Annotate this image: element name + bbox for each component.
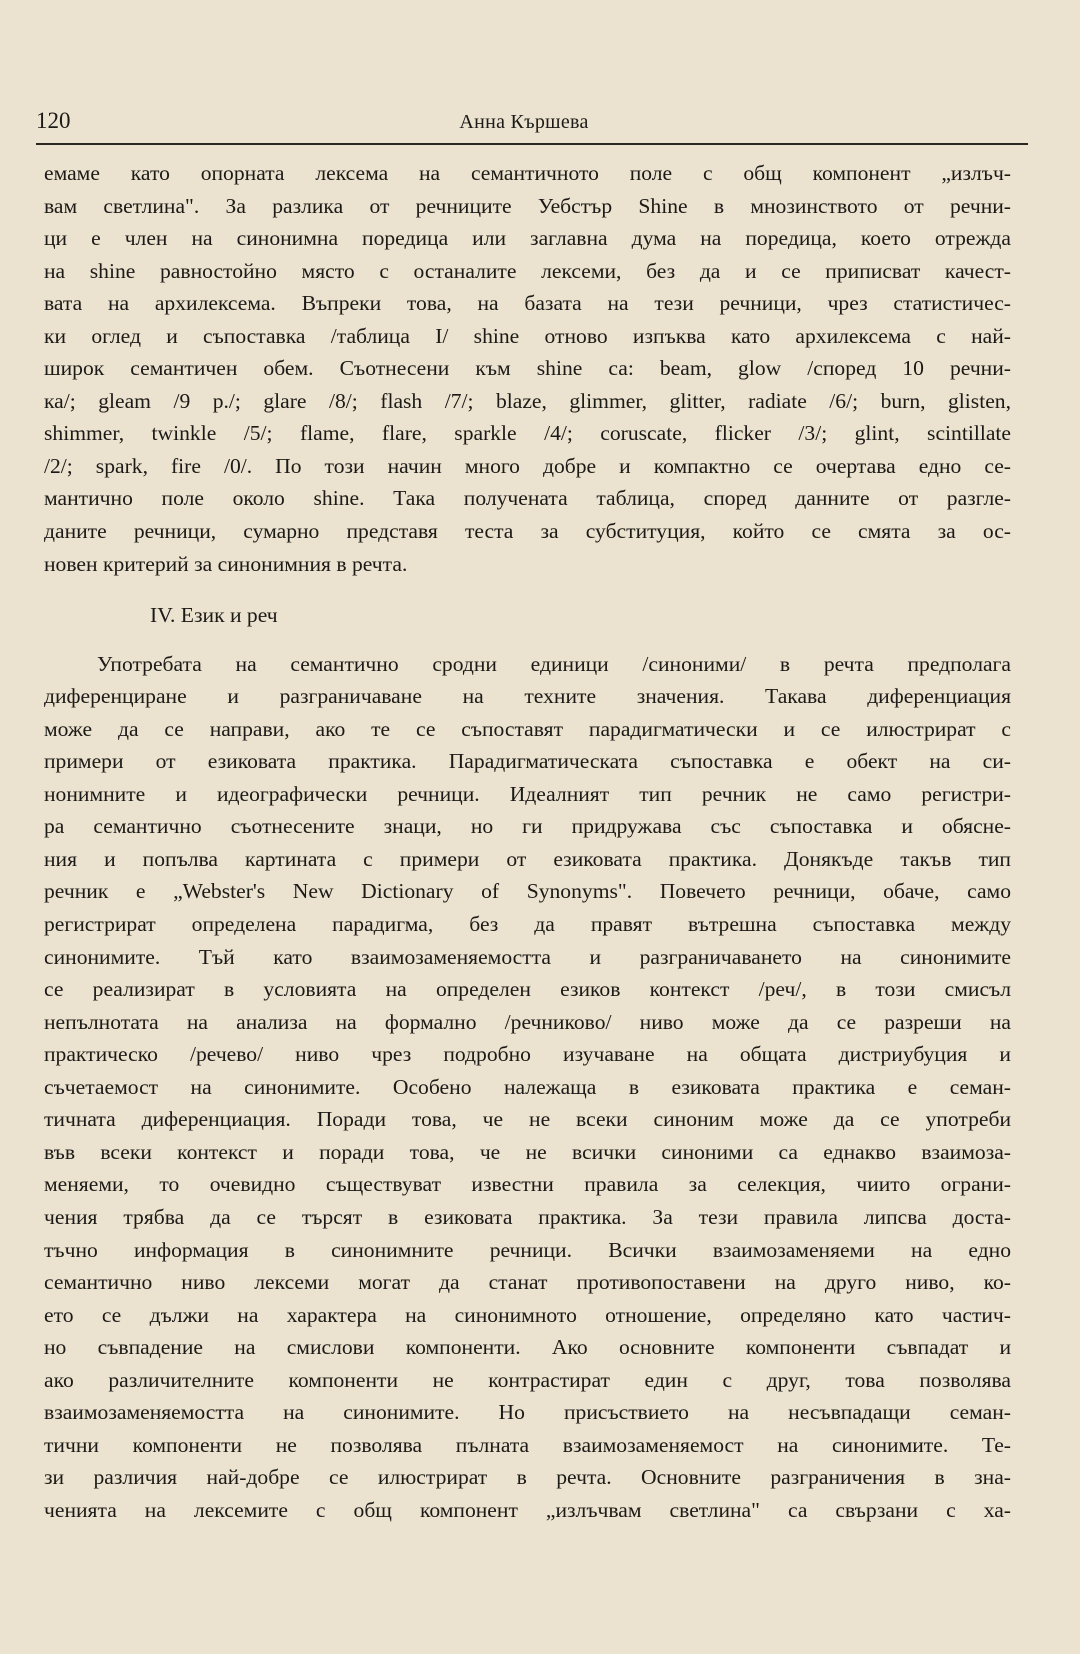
text-line: даните речници, сумарно представя теста за субституция, който се смята за ос- [44,519,1011,544]
running-head-author: Анна Кършева [459,111,589,133]
paragraph-1 [44,157,1011,580]
text-line: зи различия най-добре се илюстрират в речта. Основните разграничения в зна- [44,1465,1011,1490]
text-line: ци е член на синонимна поредица или заглавна дума на поредица, което отрежда [44,226,1011,251]
text-line: ченията на лексемите с общ компонент „излъчвам светлина" са свързани с ха- [44,1497,1011,1522]
text-line: нонимните и идеографически речници. Идеалният тип речник не само регистри- [44,781,1011,806]
text-line: тъчно информация в синонимните речници. Всички взаимозаменяеми на едно [44,1237,1011,1262]
text-line: Употребата на семантично сродни единици /синоними/ в речта предполага [97,651,1011,676]
text-line: на shine равностойно място с останалите лексеми, без да и се приписват качест- [44,258,1011,283]
text-line: shimmer, twinkle /5/; flame, flare, sparkle /4/; coruscate, flicker /3/; glint, scintillate [44,421,1011,446]
text-line: взаимозаменяемостта на синонимите. Но присъствието на несъвпадащи семан- [44,1400,1011,1425]
text-line: във всеки контекст и поради това, че не всички синоними са еднакво взаимоза- [44,1139,1011,1164]
text-line: чения трябва да се търсят в езиковата практика. За тези правила липсва доста- [44,1204,1011,1229]
text-line: ра семантично съотнесените знаци, но ги придружава със съпоставка и обясне- [44,814,1011,839]
text-line: речник е „Webster's New Dictionary of Synonyms". Повечето речници, обаче, само [44,879,1011,904]
text-line: непълнотата на анализа на формално /речниково/ ниво може да се разреши на [44,1009,1011,1034]
text-line: новен критерий за синонимния в речта. [44,551,408,576]
text-line: може да се направи, ако те се съпоставят парадигматически и се илюстрират с [44,716,1011,741]
text-line: мантично поле около shine. Така получената таблица, според данните от разгле- [44,486,1011,511]
page-number: 120 [36,108,71,133]
section-heading: IV. Език и реч [150,603,278,628]
paragraph-2 [44,648,1011,1527]
text-line: /2/; spark, fire /0/. По този начин много добре и компактно се очертава едно се- [44,453,1011,478]
text-line: синонимите. Тъй като взаимозаменяемостта и разграничаването на синонимите [44,944,1011,969]
text-line: но съвпадение на смислови компоненти. Ако основните компоненти съвпадат и [44,1335,1011,1360]
page-header [36,108,1012,146]
text-line: вата на архилексема. Въпреки това, на базата на тези речници, чрез статистичес- [44,291,1011,316]
text-line: ето се дължи на характера на синонимното отношение, определяно като частич- [44,1302,1011,1327]
text-line: меняеми, то очевидно съществуват известни правила за селекция, чиито ограни- [44,1172,1011,1197]
text-line: практическо /речево/ ниво чрез подробно изучаване на общата дистриубуция и [44,1042,1011,1067]
body-text [44,157,1011,1526]
text-line: тичната диференциация. Поради това, че не всеки синоним може да се употреби [44,1107,1011,1132]
text-line: се реализират в условията на определен езиков контекст /реч/, в този смисъл [44,977,1011,1002]
text-line: ако различителните компоненти не контрастират един с друг, това позволява [44,1367,1011,1392]
text-line: ки оглед и съпоставка /таблица I/ shine отново изпъква като архилексема с най- [44,323,1011,348]
text-line: ка/; gleam /9 р./; glare /8/; flash /7/; blaze, glimmer, glitter, radiate /6/; burn, glisten, [44,388,1011,413]
text-line: вам светлина". За разлика от речниците Уебстър Shine в мнозинството от речни- [44,193,1011,218]
text-line: емаме като опорната лексема на семантичното поле с общ компонент „излъч- [44,161,1011,185]
text-line: регистрират определена парадигма, без да правят вътрешна съпоставка между [44,912,1011,937]
text-line: семантично ниво лексеми могат да станат противопоставени на друго ниво, ко- [44,1270,1011,1295]
header-rule [36,143,1028,145]
text-line: съчетаемост на синонимите. Особено належаща в езиковата практика е семан- [44,1074,1011,1099]
text-line: ния и попълва картината с примери от езиковата практика. Донякъде такъв тип [44,846,1011,871]
text-line: тични компоненти не позволява пълната взаимозаменяемост на синонимите. Те- [44,1432,1011,1457]
text-line: диференциране и разграничаване на техните значения. Такава диференциация [44,684,1011,709]
text-line: примери от езиковата практика. Парадигматическата съпоставка е обект на си- [44,749,1011,774]
text-line: широк семантичен обем. Съотнесени към shine са: beam, glow /според 10 речни- [44,356,1011,381]
